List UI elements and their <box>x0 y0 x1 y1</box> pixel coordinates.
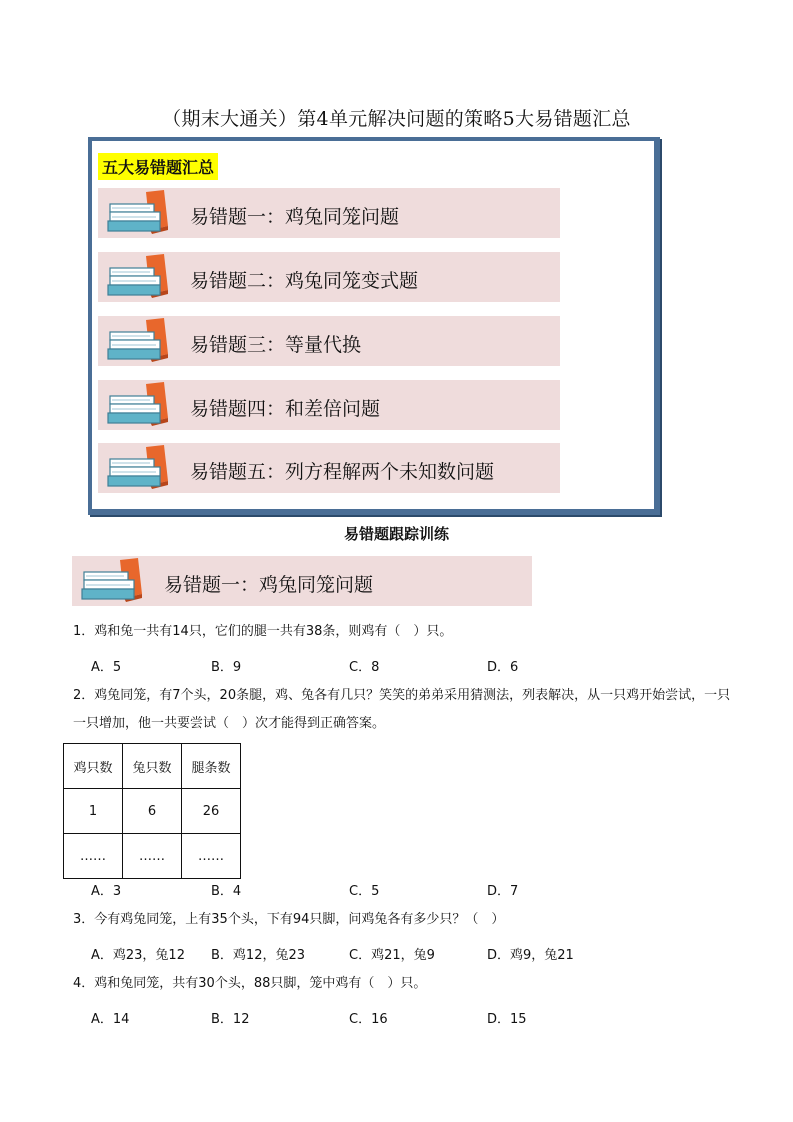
section-banner-label: 易错题一：鸡兔同笼问题 <box>164 574 374 596</box>
question-4: 4．鸡和兔同笼，共有30个头，88只脚，笼中鸡有（ ）只。 <box>73 976 427 991</box>
summary-header: 五大易错题汇总 <box>98 153 218 180</box>
option-a: A．3 <box>91 884 122 899</box>
option-c: C．5 <box>349 884 380 899</box>
table-cell: 26 <box>182 789 241 834</box>
training-title: 易错题跟踪训练 <box>343 525 449 543</box>
summary-frame <box>88 137 660 515</box>
table-header-cell: 腿条数 <box>182 744 241 789</box>
option-c: C．8 <box>349 660 380 675</box>
summary-item-1 <box>98 188 560 238</box>
question-2: 2．鸡兔同笼，有7个头，20条腿，鸡、兔各有几只？笑笑的弟弟采用猜测法，列表解决，从一只鸡开始尝试，一只一只增加，他一共要尝试（ ）次才能得到正确答案。 <box>73 688 731 731</box>
table-cell: 1 <box>64 789 123 834</box>
table-cell: …… <box>64 834 123 879</box>
option-d: D．鸡9，兔21 <box>487 948 574 963</box>
table-row <box>64 834 241 879</box>
table-cell: …… <box>182 834 241 879</box>
book-stack-icon <box>106 445 178 491</box>
option-d: D．15 <box>487 1012 527 1027</box>
book-stack-icon <box>106 254 178 300</box>
table-header-cell: 鸡只数 <box>64 744 123 789</box>
summary-item-2 <box>98 252 560 302</box>
table-row <box>64 744 241 789</box>
summary-item-label: 易错题二：鸡兔同笼变式题 <box>190 270 419 292</box>
book-stack-icon <box>80 558 152 604</box>
option-c: C．16 <box>349 1012 388 1027</box>
summary-item-label: 易错题三：等量代换 <box>190 334 362 356</box>
guess-table <box>63 743 241 879</box>
section-banner <box>72 556 532 606</box>
option-a: A．14 <box>91 1012 130 1027</box>
summary-item-5 <box>98 443 560 493</box>
page-title: （期末大通关）第4单元解决问题的策略5大易错题汇总 <box>162 108 631 130</box>
option-b: B．12 <box>211 1012 250 1027</box>
summary-item-label: 易错题一：鸡兔同笼问题 <box>190 206 400 228</box>
table-row <box>64 789 241 834</box>
summary-item-label: 易错题五：列方程解两个未知数问题 <box>190 461 495 483</box>
summary-item-4 <box>98 380 560 430</box>
book-stack-icon <box>106 318 178 364</box>
table-cell: 6 <box>123 789 182 834</box>
book-stack-icon <box>106 382 178 428</box>
option-b: B．鸡12，兔23 <box>211 948 306 963</box>
book-stack-icon <box>106 190 178 236</box>
table-header-cell: 兔只数 <box>123 744 182 789</box>
option-a: A．5 <box>91 660 122 675</box>
summary-item-label: 易错题四：和差倍问题 <box>190 398 381 420</box>
option-c: C．鸡21，兔9 <box>349 948 435 963</box>
option-d: D．7 <box>487 884 519 899</box>
option-a: A．鸡23，兔12 <box>91 948 185 963</box>
option-b: B．4 <box>211 884 242 899</box>
table-cell: …… <box>123 834 182 879</box>
question-1: 1．鸡和兔一共有14只，它们的腿一共有38条，则鸡有（ ）只。 <box>73 624 453 639</box>
summary-item-3 <box>98 316 560 366</box>
option-d: D．6 <box>487 660 519 675</box>
question-3: 3．今有鸡兔同笼，上有35个头，下有94只脚，问鸡兔各有多少只？（ ） <box>73 912 505 927</box>
option-b: B．9 <box>211 660 242 675</box>
